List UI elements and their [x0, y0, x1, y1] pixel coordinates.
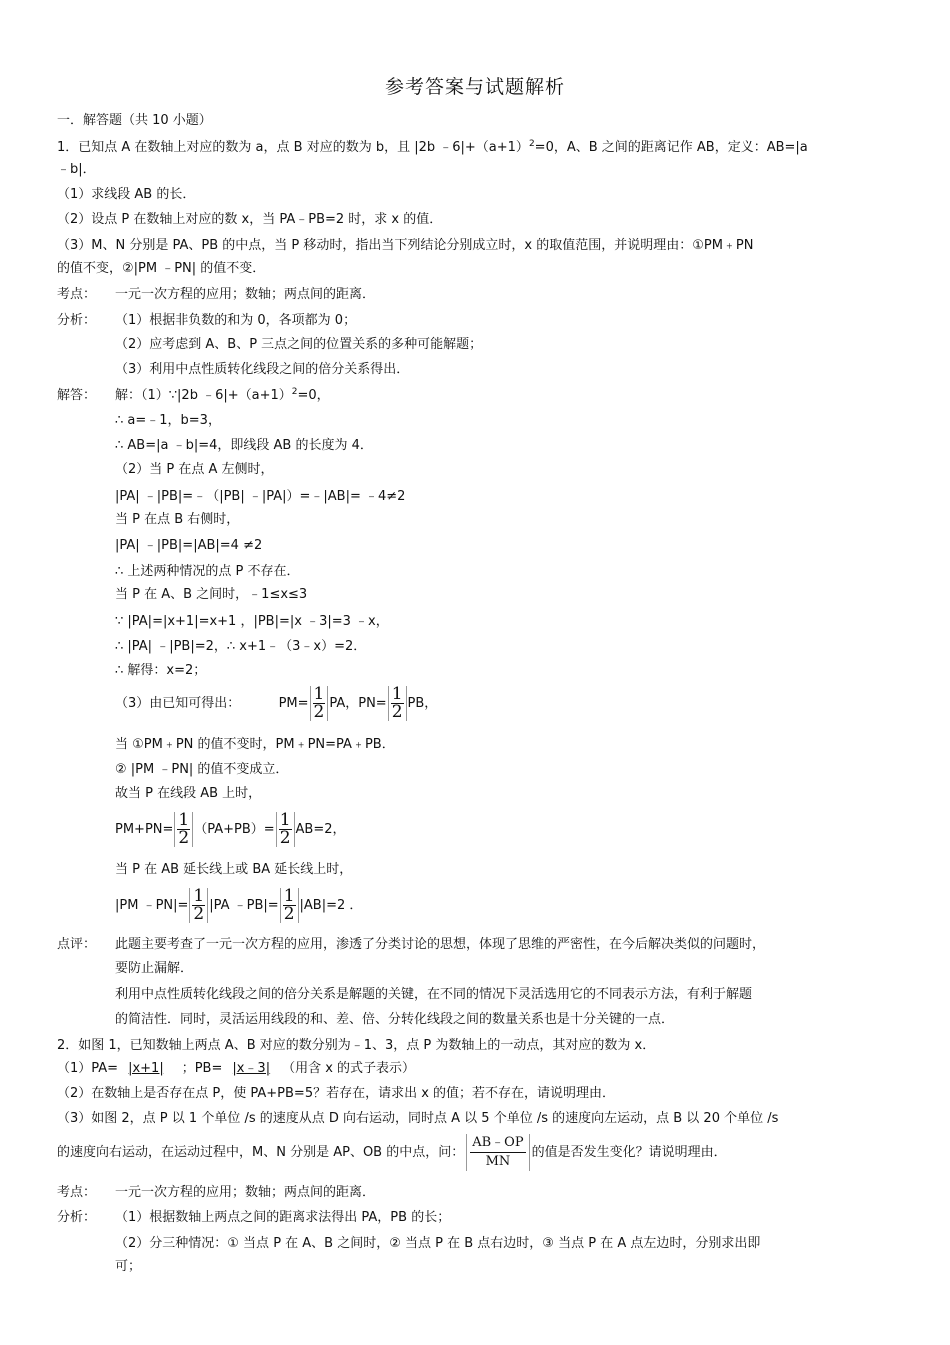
q1-solution-fraction-line: |PM ﹣PN|= $\frac{1}{2}$ |PA ﹣PB|= $\frac{1}{2}$ |AB|=2 ．	[115, 886, 363, 924]
q1-stem-cont: ﹣b|．	[57, 162, 96, 177]
q1-dianping-4: 的简洁性．同时，灵活运用线段的和、差、倍、分转化线段之间的数量关系也是十分关键的一点．	[115, 1012, 675, 1027]
q1-kaodian-label: 考点：	[57, 287, 97, 302]
q1-part-3-cont: 的值不变，②|PM ﹣PN| 的值不变．	[57, 261, 266, 276]
fraction-one-half: $\frac{1}{2}$	[310, 686, 329, 721]
q1-kaodian: 一元一次方程的应用；数轴；两点间的距离．	[115, 287, 376, 302]
q1-part-3: （3）M、N 分别是 PA、PB 的中点，当 P 移动时，指出当下列结论分别成立时，x 的取值范围，并说明理由：①PM﹢PN	[57, 238, 754, 253]
q2-fenxi-1: （1）根据数轴上两点之间的距离求法得出 PA，PB 的长；	[115, 1210, 451, 1225]
q2-part-3: （3）如图 2，点 P 以 1 个单位 /s 的速度从点 D 向右运动，同时点 A 以 5 个单位 /s 的速度向左运动，点 B 以 20 个单位 /s	[57, 1111, 779, 1126]
q1-part-1: （1）求线段 AB 的长．	[57, 187, 196, 202]
q2-fenxi-2: （2）分三种情况：① 当点 P 在 A、B 之间时，② 当点 P 在 B 点右边时，③ 当点 P 在 A 点左边时，分别求出即	[115, 1236, 761, 1251]
q1-stem: 1．已知点 A 在数轴上对应的数为 a，点 B 对应的数为 b，且 |2b $﹣6|+(a+1)^2=0$，A、B 之间的距离记作 AB，定义：AB=|a	[57, 139, 808, 155]
q1-solution-fraction-line: PM+PN= $\frac{1}{2}$ （PA+PB）= $\frac{1}{2}$ AB=2，	[115, 810, 346, 848]
q2-part-2: （2）在数轴上是否存在点 P，使 PA+PB=5？若存在，请求出 x 的值；若不存在，请说明理由．	[57, 1086, 616, 1101]
q1-dianping-label: 点评：	[57, 937, 97, 952]
q2-fenxi-3: 可；	[115, 1259, 142, 1274]
q1-solution-line: ∴ a=﹣1，b=3，	[115, 413, 221, 428]
q1-fenxi-label: 分析：	[57, 313, 97, 328]
q1-solution-line: （2）当 P 在点 A 左侧时，	[115, 462, 274, 477]
fraction-one-half: $\frac{1}{2}$	[189, 888, 208, 923]
q1-solution-line: |PA| ﹣|PB|=﹣（|PB| ﹣|PA|）=﹣|AB|= ﹣4≠2	[115, 489, 406, 504]
q1-solution-line: ∴ 上述两种情况的点 P 不存在．	[115, 564, 300, 579]
q1-solution-line: 当 ①PM﹢PN 的值不变时，PM﹢PN=PA﹢PB．	[115, 737, 395, 752]
q1-dianping-1: 此题主要考查了一元一次方程的应用，渗透了分类讨论的思想，体现了思维的严密性，在今后解决类似的问题时，	[115, 937, 766, 952]
q1-solution-line: |PA| ﹣|PB|=|AB|=4 ≠2	[115, 538, 263, 553]
q1-fenxi-3: （3）利用中点性质转化线段之间的倍分关系得出．	[115, 362, 410, 377]
q2-fenxi-label: 分析：	[57, 1210, 97, 1225]
q1-solution-line: 当 P 在点 B 右侧时，	[115, 512, 240, 527]
q1-solution-line: 当 P 在 AB 延长线上或 BA 延长线上时，	[115, 862, 353, 877]
q1-solution-line: ∴ AB=|a ﹣b|=4，即线段 AB 的长度为 4．	[115, 438, 373, 453]
q1-solution-line: 当 P 在 A、B 之间时，﹣1≤x≤3	[115, 587, 308, 602]
section-heading: 一．解答题（共 10 小题）	[57, 113, 212, 128]
q1-solution-line: 解：（1）∵|2b $﹣6|+(a+1)^2=0$，	[115, 387, 330, 403]
fraction-one-half: $\frac{1}{2}$	[174, 812, 193, 847]
fraction-one-half: $\frac{1}{2}$	[276, 812, 295, 847]
fraction-ab-op-over-mn: $\frac{AB﹣OP}{MN}$	[466, 1134, 529, 1171]
q2-part-1: （1）PA= |x+1| ；PB= |x﹣3| （用含 x 的式子表示）	[57, 1061, 416, 1076]
page-title: 参考答案与试题解析	[384, 76, 565, 98]
q2-stem: 2．如图 1，已知数轴上两点 A、B 对应的数分别为﹣1、3，点 P 为数轴上的一动点，其对应的数为 x．	[57, 1038, 656, 1053]
q2-kaodian-label: 考点：	[57, 1185, 97, 1200]
q1-solution-line: ∴ |PA| ﹣|PB|=2，∴ x+1﹣（3﹣x）=2．	[115, 639, 367, 654]
q1-fenxi-2: （2）应考虑到 A、B、P 三点之间的位置关系的多种可能解题；	[115, 337, 483, 352]
q1-solution-line: ∵ |PA|=|x+1|=x+1 ，|PB|=|x ﹣3|=3 ﹣x，	[115, 614, 389, 629]
q1-solution-line: ∴ 解得：x=2；	[115, 663, 207, 678]
q1-jieda-label: 解答：	[57, 388, 97, 403]
q1-fenxi-1: （1）根据非负数的和为 0，各项都为 0；	[115, 313, 357, 328]
q2-kaodian: 一元一次方程的应用；数轴；两点间的距离．	[115, 1185, 376, 1200]
fraction-one-half: $\frac{1}{2}$	[280, 888, 299, 923]
q1-dianping-3: 利用中点性质转化线段之间的倍分关系是解题的关键，在不同的情况下灵活选用它的不同表示方法，有利于解题	[115, 987, 753, 1002]
q1-solution-line: 故当 P 在线段 AB 上时，	[115, 786, 262, 801]
q2-part-3-cont: 的速度向右运动，在运动过程中，M、N 分别是 AP、OB 的中点，问： $\frac{AB﹣OP}{MN}$ 的值是否发生变化？请说明理由．	[57, 1135, 727, 1169]
fraction-one-half: $\frac{1}{2}$	[388, 686, 407, 721]
q1-solution-line: ② |PM ﹣PN| 的值不变成立．	[115, 762, 289, 777]
q1-part-2: （2）设点 P 在数轴上对应的数 x，当 PA﹣PB=2 时，求 x 的值．	[57, 212, 443, 227]
q1-solution-fraction-line: （3）由已知可得出： PM= $\frac{1}{2}$ PA，PN= $\frac{1}{2}$ PB，	[115, 684, 438, 722]
q1-dianping-2: 要防止漏解．	[115, 961, 194, 976]
